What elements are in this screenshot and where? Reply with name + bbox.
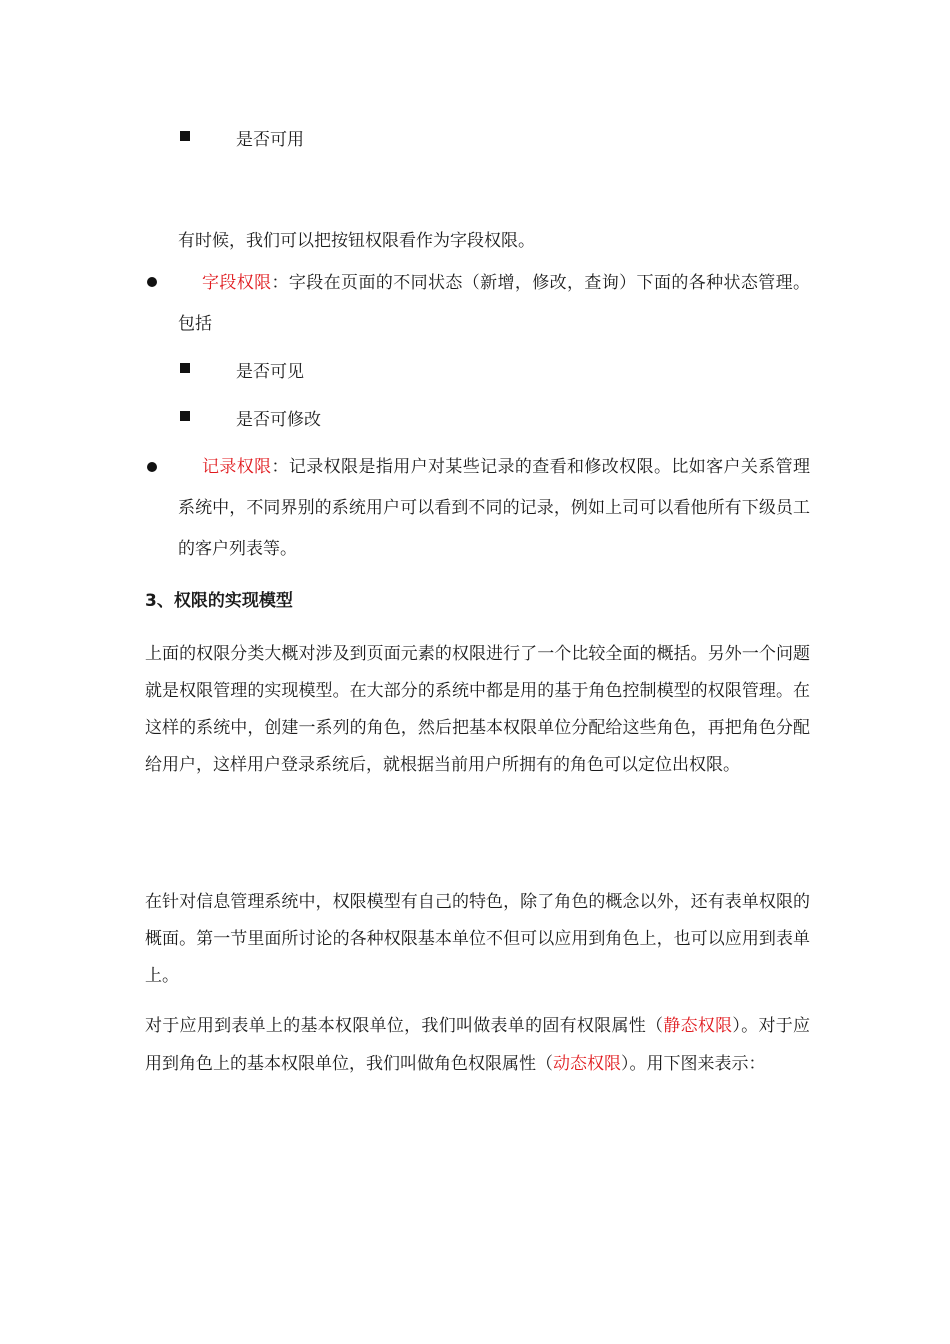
paragraph-static-dynamic <box>145 1007 810 1083</box>
para3-part2: ）。对于应用到角色上的基本权限单位，我们叫做角色权限属性（ <box>145 1016 811 1074</box>
bullet-record-permission <box>178 447 810 570</box>
term-field-permission: 字段权限 <box>202 273 272 293</box>
paragraph-implementation-model: 上面的权限分类大概对涉及到页面元素的权限进行了一个比较全面的概括。另外一个问题就是权限管理的实现模型。在大部分的系统中都是用的基于角色控制模型的权限管理。在这样的系统中，创建一系列的角色，然后把基本权限单位分配给这些角色，再把角色分配给用户，这样用户登录系统后，就根据当前用户所拥有的角色可以定位出权限。 <box>145 644 810 775</box>
field-permission-text: ：字段在页面的不同状态（新增，修改，查询）下面的各种状态管理。包括 <box>178 273 811 334</box>
sub-bullet-text-editable: 是否可修改 <box>236 410 321 430</box>
square-bullet-icon <box>180 131 190 141</box>
term-record-permission: 记录权限 <box>202 457 272 477</box>
square-bullet-icon <box>180 411 190 421</box>
square-bullet-icon <box>180 363 190 373</box>
para3-part1: 对于应用到表单上的基本权限单位，我们叫做表单的固有权限属性（ <box>145 1016 664 1036</box>
section-heading: 3、权限的实现模型 <box>145 591 293 611</box>
round-bullet-icon <box>147 462 157 472</box>
term-dynamic-permission: 动态权限 <box>553 1054 621 1074</box>
sub-bullet-text-usable: 是否可用 <box>236 130 304 150</box>
bullet-field-permission <box>178 263 810 345</box>
record-permission-text: ：记录权限是指用户对某些记录的查看和修改权限。比如客户关系管理系统中，不同界别的系统用户可以看到不同的记录，例如上司可以看他所有下级员工的客户列表等。 <box>178 457 811 559</box>
para3-part3: ）。用下图来表示： <box>621 1054 766 1074</box>
sub-bullet-text-visible: 是否可见 <box>236 362 304 382</box>
round-bullet-icon <box>147 277 157 287</box>
paragraph-button-field: 有时候，我们可以把按钮权限看作为字段权限。 <box>178 231 535 251</box>
paragraph-form-permission: 在针对信息管理系统中，权限模型有自己的特色，除了角色的概念以外，还有表单权限的概面。第一节里面所讨论的各种权限基本单位不但可以应用到角色上，也可以应用到表单上。 <box>145 892 810 986</box>
term-static-permission: 静态权限 <box>663 1016 733 1036</box>
